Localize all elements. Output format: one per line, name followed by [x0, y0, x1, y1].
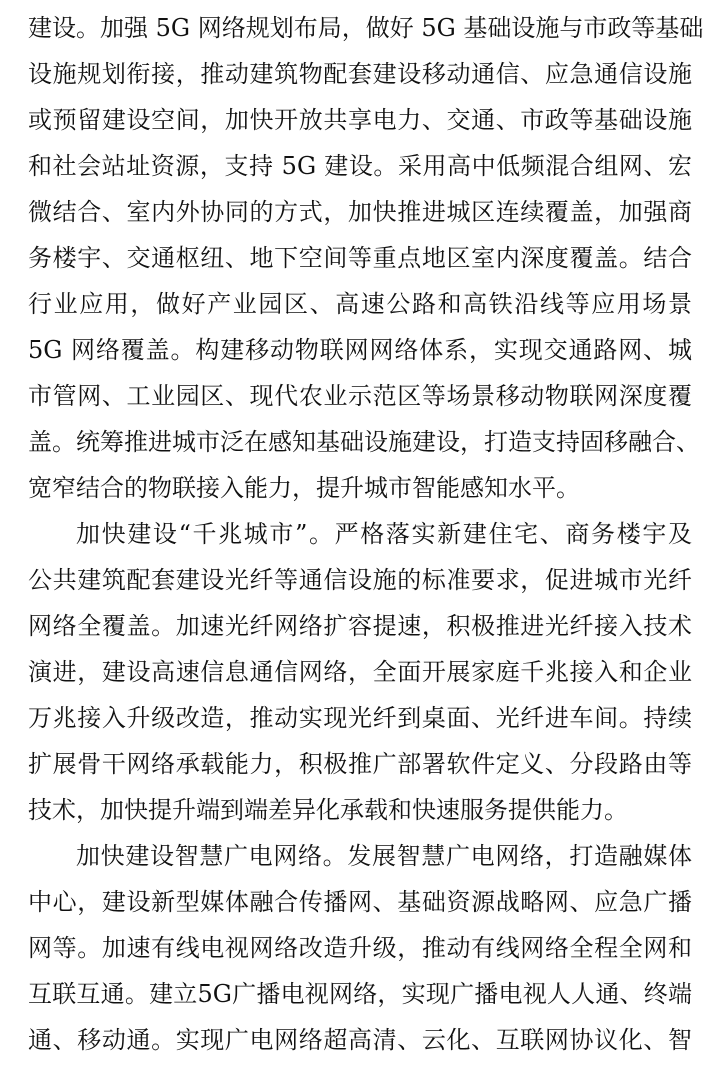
text-line: 或预留建设空间，加快开放共享电力、交通、市政等基础设施 — [28, 106, 692, 134]
text-line: 建设。加强 5G 网络规划布局，做好 5G 基础设施与市政等基础 — [28, 14, 704, 42]
text-line: 网等。加速有线电视网络改造升级，推动有线网络全程全网和 — [28, 934, 692, 962]
text-line: 加快建设智慧广电网络。发展智慧广电网络，打造融媒体 — [76, 842, 692, 870]
text-line: 和社会站址资源，支持 5G 建设。采用高中低频混合组网、宏 — [28, 152, 692, 180]
text-line: 万兆接入升级改造，推动实现光纤到桌面、光纤进车间。持续 — [28, 704, 692, 732]
text-line: 微结合、室内外协同的方式，加快推进城区连续覆盖，加强商 — [28, 198, 692, 226]
text-line: 5G 网络覆盖。构建移动物联网网络体系，实现交通路网、城 — [28, 336, 692, 364]
text-line: 扩展骨干网络承载能力，积极推广部署软件定义、分段路由等 — [28, 750, 692, 778]
text-line: 中心，建设新型媒体融合传播网、基础资源战略网、应急广播 — [28, 888, 692, 916]
text-line: 通、移动通。实现广电网络超高清、云化、互联网协议化、智 — [28, 1026, 692, 1054]
text-line: 市管网、工业园区、现代农业示范区等场景移动物联网深度覆 — [28, 382, 692, 410]
text-line: 演进，建设高速信息通信网络，全面开展家庭千兆接入和企业 — [28, 658, 692, 686]
text-line: 设施规划衔接，推动建筑物配套建设移动通信、应急通信设施 — [28, 60, 692, 88]
text-line: 公共建筑配套建设光纤等通信设施的标准要求，促进城市光纤 — [28, 566, 692, 594]
text-line: 加快建设“千兆城市”。严格落实新建住宅、商务楼宇及 — [76, 520, 692, 548]
text-line: 行业应用，做好产业园区、高速公路和高铁沿线等应用场景 — [28, 290, 692, 318]
text-line: 盖。统筹推进城市泛在感知基础设施建设，打造支持固移融合、 — [28, 428, 700, 456]
text-line: 网络全覆盖。加速光纤网络扩容提速，积极推进光纤接入技术 — [28, 612, 692, 640]
text-line: 技术，加快提升端到端差异化承载和快速服务提供能力。 — [28, 796, 628, 824]
text-line: 互联互通。建立5G广播电视网络，实现广播电视人人通、终端 — [28, 980, 692, 1008]
text-line: 宽窄结合的物联接入能力，提升城市智能感知水平。 — [28, 474, 580, 502]
text-line: 务楼宇、交通枢纽、地下空间等重点地区室内深度覆盖。结合 — [28, 244, 692, 272]
